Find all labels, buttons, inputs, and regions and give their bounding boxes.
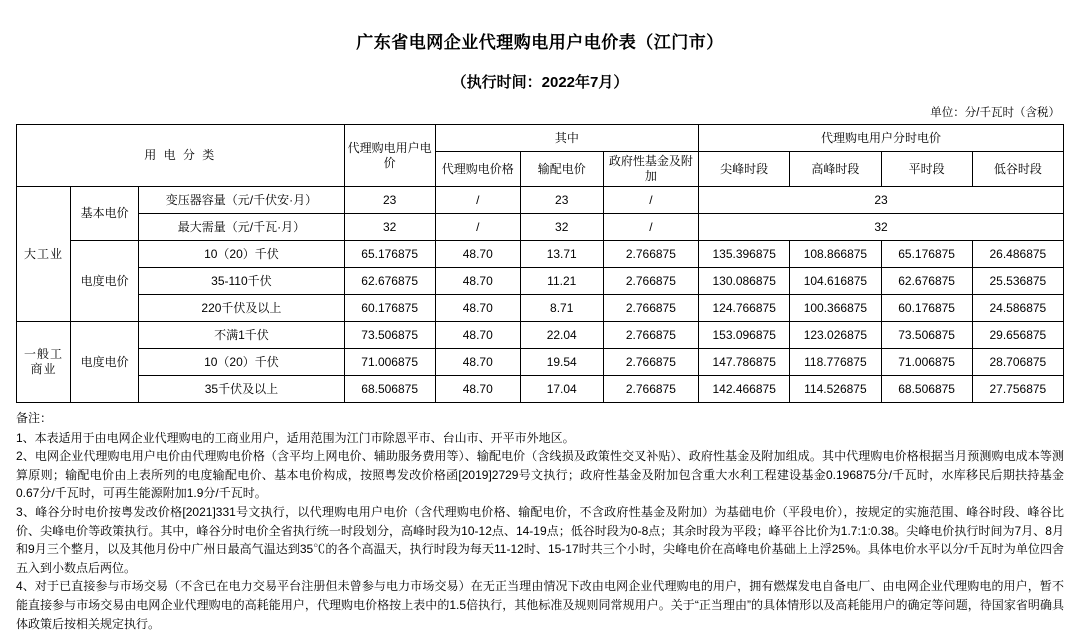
row-item: 不满1千伏 — [139, 322, 344, 349]
group-name-heavy-industry: 大工业 — [17, 187, 71, 322]
cell-transmission-price: 32 — [520, 214, 603, 241]
cell-tou-merged: 32 — [699, 214, 1064, 241]
row-item: 35-110千伏 — [139, 268, 344, 295]
notes-section — [16, 403, 1064, 633]
cell-tou-peak: 123.026875 — [790, 322, 881, 349]
table-row — [17, 214, 1064, 241]
note-item-2: 2、电网企业代理购电用户电价由代理购电价格（含平均上网电价、辅助服务费用等）、输配电价（含线损及政策性交叉补贴）、政府性基金及附加组成。其中代理购电价格根据当月预测购电成本等测算原则；输配电价由上表所列的电度输配电价、基本电价构成，按照粤发改价格函[2019]2729号文执行；政府性基金及附加包含重大水利工程建设基金0.196875分/千瓦时，水库移民后期扶持基金0.67分/千瓦时，可再生能源附加1.9分/千瓦时。 — [16, 449, 1064, 501]
cell-agent-price: 32 — [344, 214, 435, 241]
cell-purchase-price: 48.70 — [435, 349, 520, 376]
table-row — [17, 322, 1064, 349]
cell-tou-flat: 71.006875 — [881, 349, 972, 376]
cell-tou-flat: 62.676875 — [881, 268, 972, 295]
cell-agent-price: 68.506875 — [344, 376, 435, 403]
table-header-row-1 — [17, 125, 1064, 152]
cell-purchase-price: / — [435, 214, 520, 241]
header-tou-peak: 高峰时段 — [790, 152, 881, 187]
note-item-4: 4、对于已直接参与市场交易（不含已在电力交易平台注册但未曾参与电力市场交易）在无正当理由情况下改由电网企业代理购电的用户，拥有燃煤发电自备电厂、由电网企业代理购电的用户，暂不能直接参与市场交易由电网企业代理购电的高耗能用户，代理购电价格按上表中的1.5倍执行，其他标准及规则同常规用户。关于“正当理由”的具体情形以及高耗能用户的确定等问题，待国家省明确具体政策后按相关规定执行。 — [16, 579, 1064, 631]
header-tou: 代理购电用户分时电价 — [699, 125, 1064, 152]
cell-tou-flat: 73.506875 — [881, 322, 972, 349]
row-item: 220千伏及以上 — [139, 295, 344, 322]
cell-tou-peak: 104.616875 — [790, 268, 881, 295]
cell-tou-valley: 25.536875 — [972, 268, 1063, 295]
cell-purchase-price: 48.70 — [435, 268, 520, 295]
row-item: 最大需量（元/千瓦·月） — [139, 214, 344, 241]
unit-note: 单位：分/千瓦时（含税） — [930, 107, 1060, 119]
cell-government-fund: 2.766875 — [603, 268, 698, 295]
cell-tou-sharp: 142.466875 — [699, 376, 790, 403]
row-item: 35千伏及以上 — [139, 376, 344, 403]
cell-tou-valley: 29.656875 — [972, 322, 1063, 349]
cell-tou-flat: 68.506875 — [881, 376, 972, 403]
cell-purchase-price: 48.70 — [435, 295, 520, 322]
header-agent-price: 代理购电用户电价 — [344, 125, 435, 187]
cell-transmission-price: 23 — [520, 187, 603, 214]
row-item: 变压器容量（元/千伏安·月） — [139, 187, 344, 214]
row-item: 10（20）千伏 — [139, 349, 344, 376]
cell-agent-price: 71.006875 — [344, 349, 435, 376]
cell-purchase-price: 48.70 — [435, 376, 520, 403]
cell-tou-peak: 118.776875 — [790, 349, 881, 376]
cell-tou-sharp: 124.766875 — [699, 295, 790, 322]
cell-tou-flat: 65.176875 — [881, 241, 972, 268]
subgroup-name-energy-price: 电度电价 — [70, 241, 138, 322]
cell-transmission-price: 17.04 — [520, 376, 603, 403]
header-category: 用 电 分 类 — [17, 125, 345, 187]
cell-tou-flat: 60.176875 — [881, 295, 972, 322]
header-tou-valley: 低谷时段 — [972, 152, 1063, 187]
header-among-which: 其中 — [435, 125, 698, 152]
cell-government-fund: 2.766875 — [603, 295, 698, 322]
page-subtitle: （执行时间：2022年7月） — [451, 74, 629, 91]
page-title: 广东省电网企业代理购电用户电价表（江门市） — [356, 33, 724, 52]
subgroup-name-energy-price: 电度电价 — [70, 322, 138, 403]
cell-tou-peak: 114.526875 — [790, 376, 881, 403]
cell-transmission-price: 22.04 — [520, 322, 603, 349]
cell-government-fund: 2.766875 — [603, 322, 698, 349]
cell-transmission-price: 19.54 — [520, 349, 603, 376]
header-among-purchase-price: 代理购电价格 — [435, 152, 520, 187]
cell-tou-valley: 28.706875 — [972, 349, 1063, 376]
row-item: 10（20）千伏 — [139, 241, 344, 268]
cell-government-fund: 2.766875 — [603, 241, 698, 268]
table-row — [17, 241, 1064, 268]
notes-label: 备注： — [16, 411, 53, 425]
table-row — [17, 268, 1064, 295]
cell-tou-valley: 24.586875 — [972, 295, 1063, 322]
cell-agent-price: 65.176875 — [344, 241, 435, 268]
cell-purchase-price: 48.70 — [435, 241, 520, 268]
cell-tou-peak: 100.366875 — [790, 295, 881, 322]
table-row — [17, 349, 1064, 376]
cell-transmission-price: 8.71 — [520, 295, 603, 322]
cell-tou-sharp: 153.096875 — [699, 322, 790, 349]
cell-purchase-price: / — [435, 187, 520, 214]
cell-tou-sharp: 135.396875 — [699, 241, 790, 268]
header-among-transmission-price: 输配电价 — [520, 152, 603, 187]
cell-tou-sharp: 130.086875 — [699, 268, 790, 295]
cell-purchase-price: 48.70 — [435, 322, 520, 349]
group-name-general-commercial: 一般工商业 — [17, 322, 71, 403]
header-tou-flat: 平时段 — [881, 152, 972, 187]
cell-tou-peak: 108.866875 — [790, 241, 881, 268]
header-among-government-fund: 政府性基金及附加 — [603, 152, 698, 187]
cell-agent-price: 62.676875 — [344, 268, 435, 295]
cell-government-fund: 2.766875 — [603, 349, 698, 376]
subgroup-name-basic-price: 基本电价 — [70, 187, 138, 241]
cell-tou-merged: 23 — [699, 187, 1064, 214]
cell-government-fund: 2.766875 — [603, 376, 698, 403]
note-item-1: 1、本表适用于由电网企业代理购电的工商业用户，适用范围为江门市除恩平市、台山市、开平市外地区。 — [16, 430, 575, 445]
cell-tou-valley: 26.486875 — [972, 241, 1063, 268]
table-row — [17, 295, 1064, 322]
cell-government-fund: / — [603, 214, 698, 241]
cell-government-fund: / — [603, 187, 698, 214]
note-item-3: 3、峰谷分时电价按粤发改价格[2021]331号文执行，以代理购电用户电价（含代理购电价格、输配电价，不含政府性基金及附加）为基础电价（平段电价），按规定的实施范围、峰谷时段、峰谷比价、尖峰电价等政策执行。其中，峰谷分时电价全省执行统一时段划分，高峰时段为10-12点、14-19点；低谷时段为0-8点；其余时段为平段；峰平谷比价为1.7:1:0.38。尖峰电价执行时间为7月、8月和9月三个整月，以及其他月份中广州日最高气温达到35℃的各个高温天，执行时段为每天11-12时、15-17时共三个小时，尖峰电价在高峰电价基础上上浮25%。具体电价水平以分/千瓦时为单位四舍五入到小数点后两位。 — [16, 504, 1064, 575]
cell-tou-sharp: 147.786875 — [699, 349, 790, 376]
electricity-price-table — [16, 124, 1064, 403]
table-row — [17, 376, 1064, 403]
cell-transmission-price: 11.21 — [520, 268, 603, 295]
cell-tou-valley: 27.756875 — [972, 376, 1063, 403]
cell-agent-price: 23 — [344, 187, 435, 214]
header-tou-sharp: 尖峰时段 — [699, 152, 790, 187]
cell-agent-price: 73.506875 — [344, 322, 435, 349]
cell-transmission-price: 13.71 — [520, 241, 603, 268]
table-row — [17, 187, 1064, 214]
cell-agent-price: 60.176875 — [344, 295, 435, 322]
